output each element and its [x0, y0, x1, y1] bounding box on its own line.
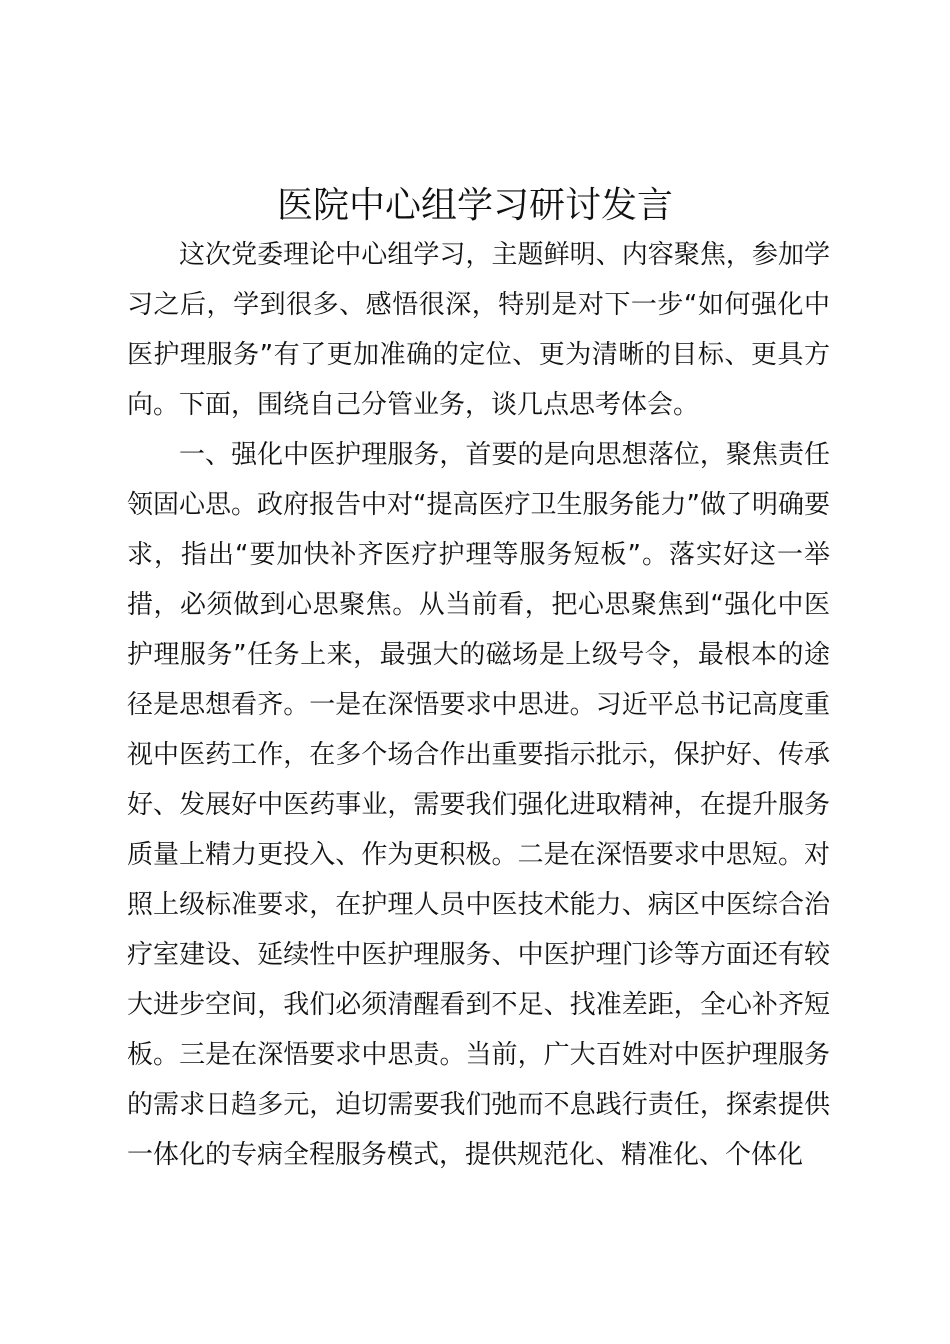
- paragraph-section-one: 一、强化中医护理服务，首要的是向思想落位，聚焦责任领固心思。政府报告中对“提高医疗卫生服务能力”做了明确要求，指出“要加快补齐医疗护理等服务短板”。落实好这一举措，必须做到心思聚焦。从当前看，把心思聚焦到“强化中医护理服务”任务上来，最强大的磁场是上级号令，最根本的途径是思想看齐。一是在深悟要求中思进。习近平总书记高度重视中医药工作，在多个场合作出重要指示批示，保护好、传承好、发展好中医药事业，需要我们强化进取精神，在提升服务质量上精力更投入、作为更积极。二是在深悟要求中思短。对照上级标准要求，在护理人员中医技术能力、病区中医综合治疗室建设、延续性中医护理服务、中医护理门诊等方面还有较大进步空间，我们必须清醒看到不足、找准差距，全心补齐短板。三是在深悟要求中思责。当前，广大百姓对中医护理服务的需求日趋多元，迫切需要我们弛而不息践行责任，探索提供一体化的专病全程服务模式，提供规范化、精准化、个体化: [127, 440, 830, 1170]
- paragraph-intro: 这次党委理论中心组学习，主题鲜明、内容聚焦，参加学习之后，学到很多、感悟很深，特别是对下一步“如何强化中医护理服务”有了更加准确的定位、更为清晰的目标、更具方向。下面，围绕自己分管业务，谈几点思考体会。: [127, 240, 830, 420]
- document-body: [127, 230, 830, 1180]
- document-title: 医院中心组学习研讨发言: [276, 185, 673, 226]
